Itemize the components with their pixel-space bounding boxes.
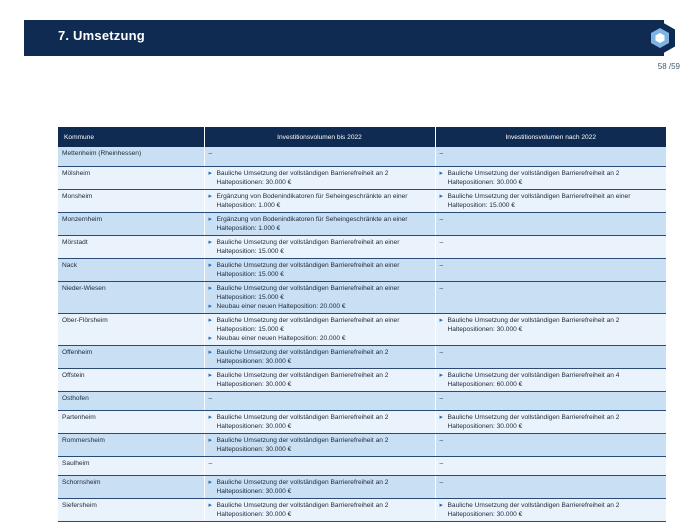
kommune-cell: Nack (58, 258, 204, 281)
empty-marker: – (439, 394, 444, 402)
table-row (58, 345, 666, 368)
investment-nach-2022-cell (435, 258, 666, 281)
investment-bis-2022-cell (204, 456, 435, 475)
table-row (58, 147, 666, 166)
investment-bis-2022-cell (204, 235, 435, 258)
kommune-cell: Siefersheim (58, 498, 204, 521)
investment-item: ▸ Bauliche Umsetzung der vollständigen Barrierefreiheit an 2 Haltepositionen: 30.000 € (209, 348, 431, 366)
investment-item: ▸ Bauliche Umsetzung der vollständigen Barrierefreiheit an einer Halteposition: 15.000 € (209, 316, 431, 334)
column-header-nach-2022: Investitionsvolumen nach 2022 (435, 127, 666, 147)
investment-nach-2022-cell (435, 212, 666, 235)
empty-marker: – (208, 394, 213, 402)
investment-nach-2022-cell (435, 281, 666, 313)
investment-bis-2022-cell (204, 212, 435, 235)
kommune-cell: Schornsheim (58, 475, 204, 498)
table-row (58, 313, 666, 345)
kommune-cell: Saulheim (58, 456, 204, 475)
investment-item: ▸ Bauliche Umsetzung der vollständigen Barrierefreiheit an einer Halteposition: 15.000 € (209, 261, 431, 279)
investment-item: ▸ Bauliche Umsetzung der vollständigen Barrierefreiheit an 2 Haltepositionen: 30.000 € (440, 413, 663, 431)
investment-bis-2022-cell (204, 475, 435, 498)
table-row (58, 189, 666, 212)
investment-item: ▸ Bauliche Umsetzung der vollständigen Barrierefreiheit an einer Halteposition: 15.000 € (209, 238, 431, 256)
kommune-cell: Monzernheim (58, 212, 204, 235)
investment-item: ▸ Bauliche Umsetzung der vollständigen Barrierefreiheit an 4 Haltepositionen: 60.000 € (440, 371, 663, 389)
investment-nach-2022-cell (435, 498, 666, 521)
table-row (58, 258, 666, 281)
kommune-cell: Monsheim (58, 189, 204, 212)
kommune-cell: Ober-Flörsheim (58, 313, 204, 345)
investment-bis-2022-cell (204, 391, 435, 410)
empty-marker: – (439, 215, 444, 223)
empty-marker: – (208, 459, 213, 467)
investment-bis-2022-cell (204, 166, 435, 189)
investment-table (58, 127, 666, 522)
investment-bis-2022-cell (204, 410, 435, 433)
kommune-cell: Offstein (58, 368, 204, 391)
section-title: 7. Umsetzung (58, 28, 145, 43)
investment-item: ▸ Bauliche Umsetzung der vollständigen Barrierefreiheit an 2 Haltepositionen: 30.000 € (440, 501, 663, 519)
table-row (58, 433, 666, 456)
investment-item: ▸ Neubau einer neuen Halteposition: 20.000 € (209, 334, 431, 343)
table-row (58, 368, 666, 391)
investment-item: ▸ Bauliche Umsetzung der vollständigen Barrierefreiheit an einer Halteposition: 15.000 € (440, 192, 663, 210)
empty-marker: – (439, 459, 444, 467)
table-row (58, 475, 666, 498)
kommune-cell: Osthofen (58, 391, 204, 410)
table-row (58, 456, 666, 475)
investment-nach-2022-cell (435, 410, 666, 433)
table-row (58, 410, 666, 433)
investment-nach-2022-cell (435, 475, 666, 498)
column-header-kommune: Kommune (58, 127, 204, 147)
investment-item: ▸ Bauliche Umsetzung der vollständigen Barrierefreiheit an 2 Haltepositionen: 30.000 € (440, 169, 663, 187)
table-row (58, 281, 666, 313)
page-number: 58 /59 (657, 62, 680, 71)
investment-item: ▸ Neubau einer neuen Halteposition: 20.000 € (209, 302, 431, 311)
investment-item: ▸ Bauliche Umsetzung der vollständigen Barrierefreiheit an 2 Haltepositionen: 30.000 € (209, 501, 431, 519)
investment-item: ▸ Bauliche Umsetzung der vollständigen Barrierefreiheit an 2 Haltepositionen: 30.000 € (209, 169, 431, 187)
investment-bis-2022-cell (204, 147, 435, 166)
column-header-bis-2022: Investitionsvolumen bis 2022 (204, 127, 435, 147)
empty-marker: – (439, 478, 444, 486)
investment-item: ▸ Bauliche Umsetzung der vollständigen Barrierefreiheit an einer Halteposition: 15.000 € (209, 284, 431, 302)
investment-item: ▸ Ergänzung von Bodenindikatoren für Seheingeschränkte an einer Halteposition: 1.000 € (209, 215, 431, 233)
investment-item: ▸ Bauliche Umsetzung der vollständigen Barrierefreiheit an 2 Haltepositionen: 30.000 € (440, 316, 663, 334)
investment-bis-2022-cell (204, 345, 435, 368)
empty-marker: – (439, 348, 444, 356)
investment-bis-2022-cell (204, 433, 435, 456)
empty-marker: – (439, 284, 444, 292)
empty-marker: – (439, 436, 444, 444)
kommune-cell: Nieder-Wiesen (58, 281, 204, 313)
empty-marker: – (439, 261, 444, 269)
table-header-row (58, 127, 666, 147)
kommune-cell: Partenheim (58, 410, 204, 433)
investment-nach-2022-cell (435, 313, 666, 345)
investment-nach-2022-cell (435, 189, 666, 212)
section-header-bar (24, 20, 664, 56)
investment-item: ▸ Bauliche Umsetzung der vollständigen Barrierefreiheit an 2 Haltepositionen: 30.000 € (209, 413, 431, 431)
table-row (58, 212, 666, 235)
investment-bis-2022-cell (204, 189, 435, 212)
kommune-cell: Rommersheim (58, 433, 204, 456)
kommune-cell: Offenheim (58, 345, 204, 368)
kommune-cell: Mölsheim (58, 166, 204, 189)
table-row (58, 391, 666, 410)
hexagon-logo-icon (640, 18, 680, 58)
investment-bis-2022-cell (204, 258, 435, 281)
investment-nach-2022-cell (435, 433, 666, 456)
investment-nach-2022-cell (435, 391, 666, 410)
investment-nach-2022-cell (435, 166, 666, 189)
investment-item: ▸ Ergänzung von Bodenindikatoren für Seheingeschränkte an einer Halteposition: 1.000 € (209, 192, 431, 210)
empty-marker: – (208, 150, 213, 157)
table-row (58, 235, 666, 258)
investment-nach-2022-cell (435, 345, 666, 368)
investment-nach-2022-cell (435, 235, 666, 258)
empty-marker: – (439, 238, 444, 246)
kommune-cell: Mettenheim (Rheinhessen) (58, 147, 204, 166)
investment-bis-2022-cell (204, 498, 435, 521)
table-row (58, 498, 666, 521)
kommune-cell: Mörstadt (58, 235, 204, 258)
empty-marker: – (439, 150, 444, 157)
investment-nach-2022-cell (435, 456, 666, 475)
investment-bis-2022-cell (204, 368, 435, 391)
investment-item: ▸ Bauliche Umsetzung der vollständigen Barrierefreiheit an 2 Haltepositionen: 30.000 € (209, 478, 431, 496)
investment-item: ▸ Bauliche Umsetzung der vollständigen Barrierefreiheit an 2 Haltepositionen: 30.000 € (209, 371, 431, 389)
investment-item: ▸ Bauliche Umsetzung der vollständigen Barrierefreiheit an 2 Haltepositionen: 30.000 € (209, 436, 431, 454)
investment-nach-2022-cell (435, 147, 666, 166)
investment-nach-2022-cell (435, 368, 666, 391)
investment-bis-2022-cell (204, 313, 435, 345)
table-row (58, 166, 666, 189)
investment-bis-2022-cell (204, 281, 435, 313)
